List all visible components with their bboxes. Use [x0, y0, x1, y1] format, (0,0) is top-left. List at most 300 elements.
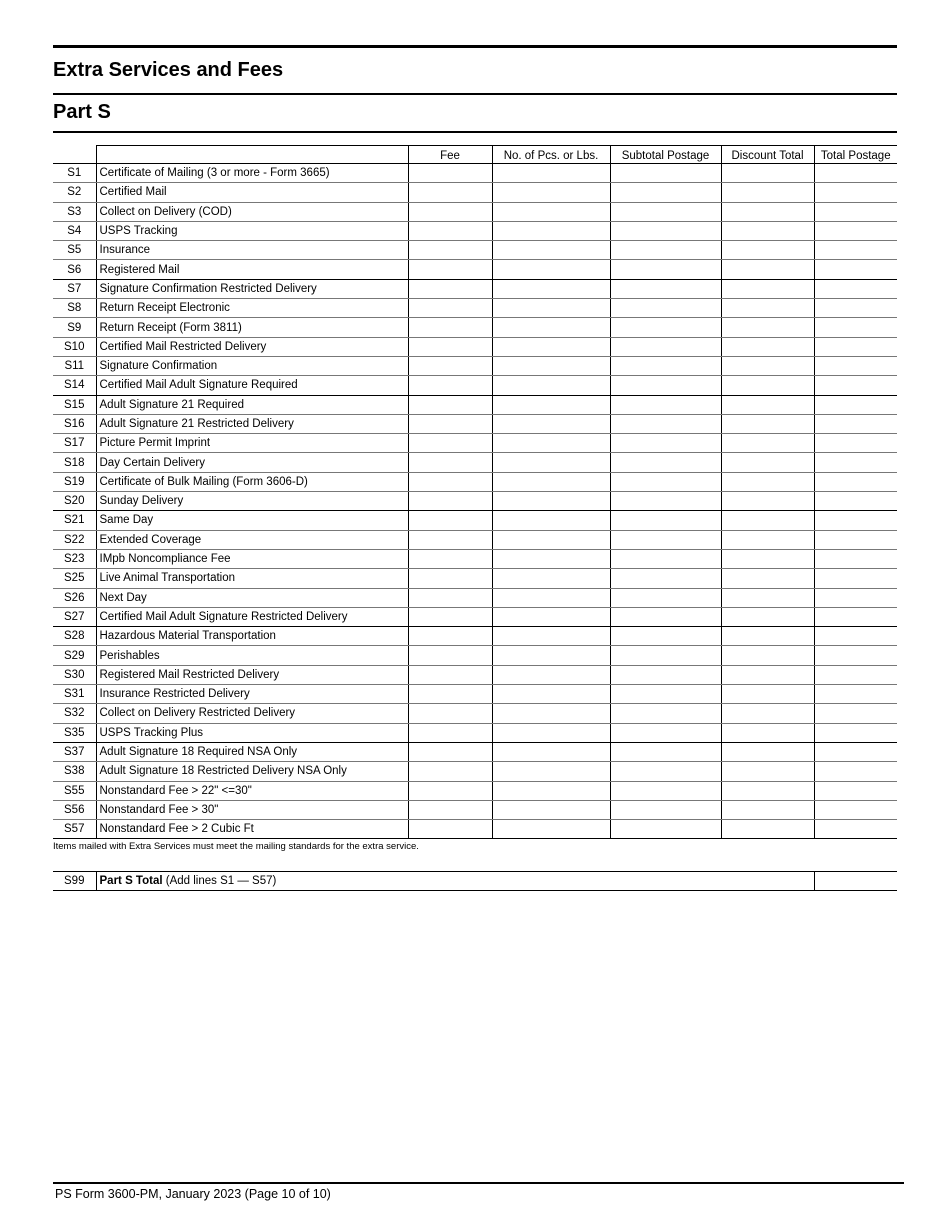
line-code: S14	[53, 376, 96, 395]
line-description: Signature Confirmation Restricted Delivery	[96, 279, 408, 298]
subtotal-cell[interactable]	[610, 356, 721, 375]
fee-cell[interactable]	[408, 414, 492, 433]
pieces-cell[interactable]	[492, 530, 610, 549]
subtotal-cell[interactable]	[610, 202, 721, 221]
pieces-cell[interactable]	[492, 337, 610, 356]
pieces-cell[interactable]	[492, 646, 610, 665]
total-label-rest: (Add lines S1 — S57)	[162, 875, 277, 887]
part-rule	[53, 131, 897, 133]
total-label-bold: Part S Total	[99, 875, 163, 887]
discount-cell[interactable]	[721, 202, 814, 221]
fee-cell[interactable]	[408, 376, 492, 395]
fee-cell[interactable]	[408, 221, 492, 240]
total-postage-cell[interactable]	[814, 627, 897, 646]
extra-services-table	[53, 145, 897, 839]
line-code: S19	[53, 472, 96, 491]
pieces-cell[interactable]	[492, 704, 610, 723]
pieces-cell[interactable]	[492, 685, 610, 704]
line-description: Next Day	[96, 588, 408, 607]
line-description: Certified Mail Restricted Delivery	[96, 337, 408, 356]
table-row	[53, 607, 897, 626]
discount-cell[interactable]	[721, 549, 814, 568]
total-postage-cell[interactable]	[814, 472, 897, 491]
discount-cell[interactable]	[721, 800, 814, 819]
total-postage-cell[interactable]	[814, 492, 897, 511]
subtotal-cell[interactable]	[610, 530, 721, 549]
line-code: S27	[53, 607, 96, 626]
line-code: S6	[53, 260, 96, 279]
line-code: S30	[53, 665, 96, 684]
discount-cell[interactable]	[721, 781, 814, 800]
total-postage-cell[interactable]	[814, 742, 897, 761]
pieces-cell[interactable]	[492, 318, 610, 337]
subtotal-cell[interactable]	[610, 241, 721, 260]
subtotal-cell[interactable]	[610, 221, 721, 240]
pieces-cell[interactable]	[492, 434, 610, 453]
total-postage-cell[interactable]	[814, 318, 897, 337]
pieces-cell[interactable]	[492, 453, 610, 472]
table-row	[53, 511, 897, 530]
line-description: Adult Signature 18 Required NSA Only	[96, 742, 408, 761]
discount-cell[interactable]	[721, 742, 814, 761]
line-description: Registered Mail Restricted Delivery	[96, 665, 408, 684]
table-row	[53, 549, 897, 568]
header-description	[96, 146, 408, 164]
pieces-cell[interactable]	[492, 395, 610, 414]
subtotal-cell[interactable]	[610, 627, 721, 646]
total-postage-cell[interactable]	[814, 569, 897, 588]
header-pieces: No. of Pcs. or Lbs.	[492, 146, 610, 164]
table-row	[53, 453, 897, 472]
line-code: S20	[53, 492, 96, 511]
discount-cell[interactable]	[721, 472, 814, 491]
fee-cell[interactable]	[408, 337, 492, 356]
line-description: Signature Confirmation	[96, 356, 408, 375]
total-postage-cell[interactable]	[814, 646, 897, 665]
total-postage-cell[interactable]	[814, 800, 897, 819]
discount-cell[interactable]	[721, 260, 814, 279]
footer-rule	[53, 1182, 904, 1184]
line-code: S17	[53, 434, 96, 453]
pieces-cell[interactable]	[492, 569, 610, 588]
discount-cell[interactable]	[721, 376, 814, 395]
fee-cell[interactable]	[408, 607, 492, 626]
line-description: Live Animal Transportation	[96, 569, 408, 588]
line-code: S25	[53, 569, 96, 588]
header-subtotal-postage: Subtotal Postage	[610, 146, 721, 164]
pieces-cell[interactable]	[492, 202, 610, 221]
discount-cell[interactable]	[721, 183, 814, 202]
fee-cell[interactable]	[408, 299, 492, 318]
table-row	[53, 800, 897, 819]
fee-cell[interactable]	[408, 530, 492, 549]
fee-cell[interactable]	[408, 781, 492, 800]
line-description: Extended Coverage	[96, 530, 408, 549]
discount-cell[interactable]	[721, 337, 814, 356]
total-postage-cell[interactable]	[814, 434, 897, 453]
fee-cell[interactable]	[408, 241, 492, 260]
discount-cell[interactable]	[721, 685, 814, 704]
total-postage-cell[interactable]	[814, 299, 897, 318]
discount-cell[interactable]	[721, 588, 814, 607]
fee-cell[interactable]	[408, 549, 492, 568]
subtotal-cell[interactable]	[610, 299, 721, 318]
fee-cell[interactable]	[408, 279, 492, 298]
fee-cell[interactable]	[408, 492, 492, 511]
fee-cell[interactable]	[408, 646, 492, 665]
table-header-row	[53, 146, 897, 164]
fee-cell[interactable]	[408, 588, 492, 607]
total-postage-cell[interactable]	[814, 549, 897, 568]
line-description: Same Day	[96, 511, 408, 530]
total-postage-cell[interactable]	[814, 762, 897, 781]
total-postage-cell[interactable]	[814, 588, 897, 607]
line-code: S29	[53, 646, 96, 665]
pieces-cell[interactable]	[492, 164, 610, 183]
fee-cell[interactable]	[408, 820, 492, 839]
pieces-cell[interactable]	[492, 781, 610, 800]
line-description: Certificate of Mailing (3 or more - Form 3665)	[96, 164, 408, 183]
discount-cell[interactable]	[721, 607, 814, 626]
subtotal-cell[interactable]	[610, 800, 721, 819]
line-code: S4	[53, 221, 96, 240]
table-row	[53, 356, 897, 375]
fee-cell[interactable]	[408, 453, 492, 472]
table-row	[53, 472, 897, 491]
part-title: Part S	[53, 101, 111, 123]
line-code: S55	[53, 781, 96, 800]
table-row	[53, 241, 897, 260]
header-fee: Fee	[408, 146, 492, 164]
pieces-cell[interactable]	[492, 800, 610, 819]
discount-cell[interactable]	[721, 318, 814, 337]
pieces-cell[interactable]	[492, 183, 610, 202]
total-postage-cell[interactable]	[814, 260, 897, 279]
subtotal-cell[interactable]	[610, 549, 721, 568]
table-row	[53, 492, 897, 511]
line-description: Adult Signature 21 Required	[96, 395, 408, 414]
line-code: S57	[53, 820, 96, 839]
subtotal-cell[interactable]	[610, 395, 721, 414]
total-amount-cell[interactable]	[814, 872, 897, 891]
line-code: S5	[53, 241, 96, 260]
total-postage-cell[interactable]	[814, 511, 897, 530]
pieces-cell[interactable]	[492, 299, 610, 318]
top-rule	[53, 45, 897, 48]
fee-cell[interactable]	[408, 685, 492, 704]
subtotal-cell[interactable]	[610, 434, 721, 453]
line-code: S31	[53, 685, 96, 704]
section-rule	[53, 93, 897, 95]
header-code	[53, 146, 96, 164]
subtotal-cell[interactable]	[610, 453, 721, 472]
line-description: Certified Mail Adult Signature Required	[96, 376, 408, 395]
total-postage-cell[interactable]	[814, 164, 897, 183]
line-description: IMpb Noncompliance Fee	[96, 549, 408, 568]
pieces-cell[interactable]	[492, 221, 610, 240]
discount-cell[interactable]	[721, 221, 814, 240]
line-description: Adult Signature 18 Restricted Delivery NSA Only	[96, 762, 408, 781]
fee-cell[interactable]	[408, 356, 492, 375]
line-code: S22	[53, 530, 96, 549]
total-postage-cell[interactable]	[814, 395, 897, 414]
subtotal-cell[interactable]	[610, 318, 721, 337]
pieces-cell[interactable]	[492, 260, 610, 279]
pieces-cell[interactable]	[492, 549, 610, 568]
line-description: Day Certain Delivery	[96, 453, 408, 472]
table-row	[53, 820, 897, 839]
table-row	[53, 685, 897, 704]
line-description: Picture Permit Imprint	[96, 434, 408, 453]
line-code: S37	[53, 742, 96, 761]
table-row	[53, 665, 897, 684]
line-code: S2	[53, 183, 96, 202]
total-postage-cell[interactable]	[814, 685, 897, 704]
line-description: Return Receipt Electronic	[96, 299, 408, 318]
subtotal-cell[interactable]	[610, 569, 721, 588]
line-code: S23	[53, 549, 96, 568]
page-footer: PS Form 3600-PM, January 2023 (Page 10 of 10)	[55, 1187, 331, 1201]
subtotal-cell[interactable]	[610, 337, 721, 356]
total-postage-cell[interactable]	[814, 704, 897, 723]
fee-cell[interactable]	[408, 762, 492, 781]
total-postage-cell[interactable]	[814, 414, 897, 433]
table-row	[53, 376, 897, 395]
subtotal-cell[interactable]	[610, 511, 721, 530]
total-row	[53, 872, 897, 891]
table-row	[53, 723, 897, 742]
table-row	[53, 762, 897, 781]
pieces-cell[interactable]	[492, 472, 610, 491]
table-row	[53, 569, 897, 588]
table-row	[53, 588, 897, 607]
subtotal-cell[interactable]	[610, 183, 721, 202]
line-code: S11	[53, 356, 96, 375]
fee-cell[interactable]	[408, 434, 492, 453]
line-description: Registered Mail	[96, 260, 408, 279]
fee-cell[interactable]	[408, 569, 492, 588]
subtotal-cell[interactable]	[610, 781, 721, 800]
table-row	[53, 395, 897, 414]
subtotal-cell[interactable]	[610, 704, 721, 723]
table-row	[53, 414, 897, 433]
total-postage-cell[interactable]	[814, 337, 897, 356]
table-row	[53, 781, 897, 800]
subtotal-cell[interactable]	[610, 588, 721, 607]
subtotal-cell[interactable]	[610, 164, 721, 183]
fee-cell[interactable]	[408, 665, 492, 684]
subtotal-cell[interactable]	[610, 376, 721, 395]
subtotal-cell[interactable]	[610, 762, 721, 781]
table-row	[53, 318, 897, 337]
discount-cell[interactable]	[721, 434, 814, 453]
total-postage-cell[interactable]	[814, 820, 897, 839]
line-description: Certificate of Bulk Mailing (Form 3606-D)	[96, 472, 408, 491]
line-code: S28	[53, 627, 96, 646]
line-description: USPS Tracking	[96, 221, 408, 240]
line-code: S10	[53, 337, 96, 356]
pieces-cell[interactable]	[492, 279, 610, 298]
discount-cell[interactable]	[721, 530, 814, 549]
fee-cell[interactable]	[408, 183, 492, 202]
pieces-cell[interactable]	[492, 723, 610, 742]
table-row	[53, 434, 897, 453]
line-code: S56	[53, 800, 96, 819]
line-code: S16	[53, 414, 96, 433]
subtotal-cell[interactable]	[610, 723, 721, 742]
table-row	[53, 704, 897, 723]
discount-cell[interactable]	[721, 164, 814, 183]
pieces-cell[interactable]	[492, 665, 610, 684]
line-description: Certified Mail Adult Signature Restricted Delivery	[96, 607, 408, 626]
line-description: Insurance Restricted Delivery	[96, 685, 408, 704]
line-description: Perishables	[96, 646, 408, 665]
discount-cell[interactable]	[721, 414, 814, 433]
fee-cell[interactable]	[408, 511, 492, 530]
discount-cell[interactable]	[721, 762, 814, 781]
subtotal-cell[interactable]	[610, 414, 721, 433]
discount-cell[interactable]	[721, 511, 814, 530]
fee-cell[interactable]	[408, 318, 492, 337]
discount-cell[interactable]	[721, 665, 814, 684]
total-postage-cell[interactable]	[814, 221, 897, 240]
total-postage-cell[interactable]	[814, 279, 897, 298]
pieces-cell[interactable]	[492, 607, 610, 626]
line-description: Return Receipt (Form 3811)	[96, 318, 408, 337]
discount-cell[interactable]	[721, 704, 814, 723]
line-code: S38	[53, 762, 96, 781]
fee-cell[interactable]	[408, 472, 492, 491]
discount-cell[interactable]	[721, 569, 814, 588]
line-description: Collect on Delivery Restricted Delivery	[96, 704, 408, 723]
pieces-cell[interactable]	[492, 627, 610, 646]
discount-cell[interactable]	[721, 627, 814, 646]
total-postage-cell[interactable]	[814, 183, 897, 202]
table-row	[53, 164, 897, 183]
header-total-postage: Total Postage	[814, 146, 897, 164]
fee-cell[interactable]	[408, 723, 492, 742]
total-postage-cell[interactable]	[814, 241, 897, 260]
fee-cell[interactable]	[408, 704, 492, 723]
table-row	[53, 183, 897, 202]
discount-cell[interactable]	[721, 395, 814, 414]
pieces-cell[interactable]	[492, 588, 610, 607]
pieces-cell[interactable]	[492, 376, 610, 395]
subtotal-cell[interactable]	[610, 665, 721, 684]
subtotal-cell[interactable]	[610, 742, 721, 761]
pieces-cell[interactable]	[492, 241, 610, 260]
discount-cell[interactable]	[721, 492, 814, 511]
total-label	[96, 872, 814, 891]
line-description: Nonstandard Fee > 22" <=30"	[96, 781, 408, 800]
subtotal-cell[interactable]	[610, 260, 721, 279]
discount-cell[interactable]	[721, 453, 814, 472]
fee-cell[interactable]	[408, 164, 492, 183]
subtotal-cell[interactable]	[610, 492, 721, 511]
extra-services-note: Items mailed with Extra Services must meet the mailing standards for the extra service.	[53, 841, 419, 852]
part-s-total-table	[53, 871, 897, 891]
line-code: S26	[53, 588, 96, 607]
line-code: S32	[53, 704, 96, 723]
line-code: S21	[53, 511, 96, 530]
table-body	[53, 164, 897, 839]
table-row	[53, 742, 897, 761]
discount-cell[interactable]	[721, 299, 814, 318]
line-description: Collect on Delivery (COD)	[96, 202, 408, 221]
discount-cell[interactable]	[721, 820, 814, 839]
total-postage-cell[interactable]	[814, 202, 897, 221]
total-postage-cell[interactable]	[814, 453, 897, 472]
pieces-cell[interactable]	[492, 492, 610, 511]
discount-cell[interactable]	[721, 279, 814, 298]
line-description: Nonstandard Fee > 2 Cubic Ft	[96, 820, 408, 839]
total-postage-cell[interactable]	[814, 356, 897, 375]
pieces-cell[interactable]	[492, 356, 610, 375]
line-code: S15	[53, 395, 96, 414]
subtotal-cell[interactable]	[610, 607, 721, 626]
discount-cell[interactable]	[721, 356, 814, 375]
line-description: USPS Tracking Plus	[96, 723, 408, 742]
pieces-cell[interactable]	[492, 414, 610, 433]
fee-cell[interactable]	[408, 742, 492, 761]
line-code: S35	[53, 723, 96, 742]
table-row	[53, 202, 897, 221]
line-description: Nonstandard Fee > 30"	[96, 800, 408, 819]
line-description: Certified Mail	[96, 183, 408, 202]
pieces-cell[interactable]	[492, 820, 610, 839]
subtotal-cell[interactable]	[610, 646, 721, 665]
fee-cell[interactable]	[408, 627, 492, 646]
line-description: Hazardous Material Transportation	[96, 627, 408, 646]
total-postage-cell[interactable]	[814, 665, 897, 684]
line-description: Sunday Delivery	[96, 492, 408, 511]
line-code: S8	[53, 299, 96, 318]
subtotal-cell[interactable]	[610, 820, 721, 839]
discount-cell[interactable]	[721, 723, 814, 742]
table-row	[53, 337, 897, 356]
table-row	[53, 221, 897, 240]
total-code: S99	[53, 872, 96, 891]
line-description: Insurance	[96, 241, 408, 260]
total-postage-cell[interactable]	[814, 607, 897, 626]
total-postage-cell[interactable]	[814, 376, 897, 395]
discount-cell[interactable]	[721, 646, 814, 665]
line-code: S9	[53, 318, 96, 337]
table-row	[53, 530, 897, 549]
fee-cell[interactable]	[408, 395, 492, 414]
subtotal-cell[interactable]	[610, 472, 721, 491]
line-code: S18	[53, 453, 96, 472]
pieces-cell[interactable]	[492, 762, 610, 781]
total-postage-cell[interactable]	[814, 781, 897, 800]
subtotal-cell[interactable]	[610, 685, 721, 704]
total-postage-cell[interactable]	[814, 530, 897, 549]
fee-cell[interactable]	[408, 202, 492, 221]
pieces-cell[interactable]	[492, 742, 610, 761]
table-row	[53, 646, 897, 665]
line-code: S3	[53, 202, 96, 221]
header-discount-total: Discount Total	[721, 146, 814, 164]
section-title: Extra Services and Fees	[53, 59, 284, 81]
subtotal-cell[interactable]	[610, 279, 721, 298]
total-postage-cell[interactable]	[814, 723, 897, 742]
line-code: S7	[53, 279, 96, 298]
fee-cell[interactable]	[408, 260, 492, 279]
fee-cell[interactable]	[408, 800, 492, 819]
discount-cell[interactable]	[721, 241, 814, 260]
pieces-cell[interactable]	[492, 511, 610, 530]
table-row	[53, 260, 897, 279]
